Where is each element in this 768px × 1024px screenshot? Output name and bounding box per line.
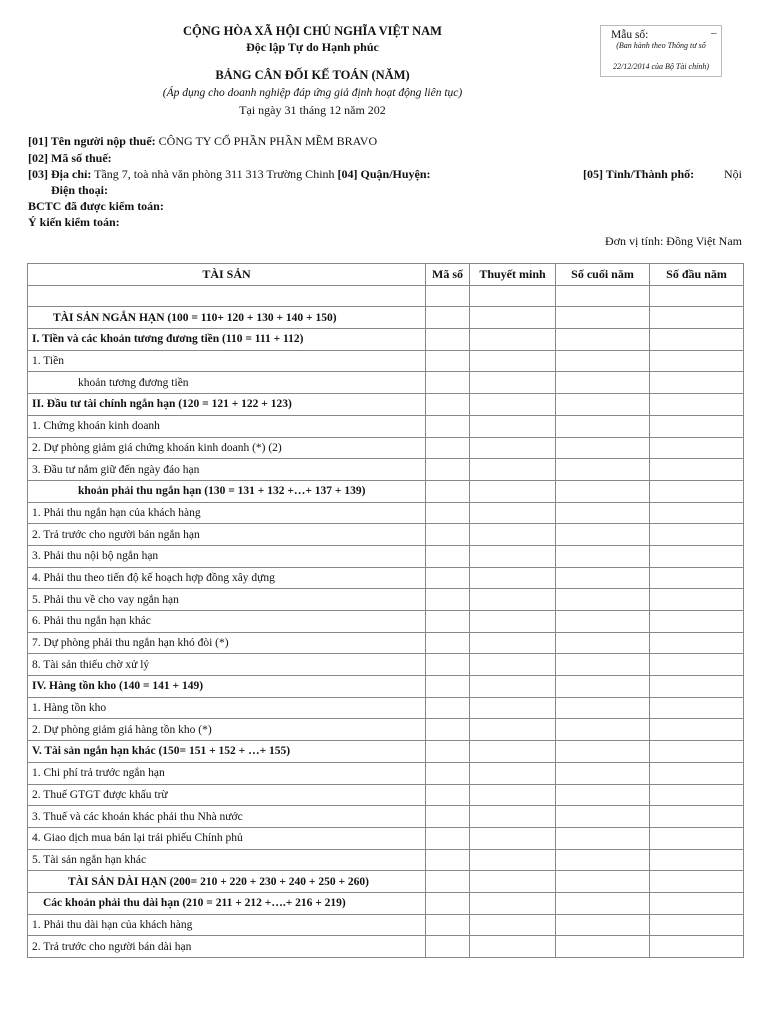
row-label: khoản phải thu ngắn hạn (130 = 131 + 132 +…+ 137 + 139)	[28, 480, 426, 502]
audited-label: BCTC đã được kiểm toán:	[28, 199, 164, 213]
cell-notes	[470, 307, 556, 329]
address-label: [03] Địa chỉ:	[28, 167, 92, 181]
table-row	[28, 871, 744, 893]
cell-code	[426, 394, 470, 416]
cell-code	[426, 676, 470, 698]
cell-start-of-year	[650, 827, 744, 849]
cell-code	[426, 524, 470, 546]
taxcode-label: [02] Mã số thuế:	[28, 151, 112, 165]
cell-end-of-year	[556, 589, 650, 611]
cell-code	[426, 567, 470, 589]
header-notes: Thuyết minh	[470, 264, 556, 286]
audit-opinion-line	[28, 215, 120, 230]
cell-notes	[470, 372, 556, 394]
table-row	[28, 849, 744, 871]
report-date: Tại ngày 31 tháng 12 năm 202	[239, 103, 386, 117]
phone-label: Điện thoại:	[51, 183, 108, 197]
table-row	[28, 567, 744, 589]
cell-start-of-year	[650, 914, 744, 936]
table-row	[28, 415, 744, 437]
cell-end-of-year	[556, 329, 650, 351]
table-row	[28, 524, 744, 546]
cell-end-of-year	[556, 307, 650, 329]
audit-opinion-label: Ý kiến kiểm toán:	[28, 215, 120, 229]
cell-code	[426, 632, 470, 654]
row-label: IV. Hàng tồn kho (140 = 141 + 149)	[28, 676, 426, 698]
cell-notes	[470, 784, 556, 806]
cell-end-of-year	[556, 285, 650, 307]
cell-end-of-year	[556, 350, 650, 372]
row-label: TÀI SẢN NGẮN HẠN (100 = 110+ 120 + 130 + 140 + 150)	[28, 307, 426, 329]
currency-unit: Đơn vị tính: Đồng Việt Nam	[604, 234, 742, 248]
cell-notes	[470, 827, 556, 849]
cell-notes	[470, 480, 556, 502]
cell-start-of-year	[650, 871, 744, 893]
table-body	[28, 285, 744, 957]
row-label	[28, 285, 426, 307]
cell-notes	[470, 415, 556, 437]
cell-start-of-year	[650, 415, 744, 437]
cell-end-of-year	[556, 914, 650, 936]
cell-notes	[470, 892, 556, 914]
table-row	[28, 307, 744, 329]
table-row	[28, 914, 744, 936]
cell-start-of-year	[650, 611, 744, 633]
cell-end-of-year	[556, 936, 650, 958]
cell-end-of-year	[556, 806, 650, 828]
table-row	[28, 936, 744, 958]
cell-start-of-year	[650, 589, 744, 611]
cell-notes	[470, 285, 556, 307]
header-start-of-year: Số đầu năm	[650, 264, 744, 286]
cell-end-of-year	[556, 372, 650, 394]
cell-start-of-year	[650, 285, 744, 307]
cell-notes	[470, 329, 556, 351]
table-row	[28, 437, 744, 459]
row-label: 1. Hàng tồn kho	[28, 697, 426, 719]
cell-notes	[470, 762, 556, 784]
taxpayer-line	[28, 134, 377, 149]
cell-code	[426, 914, 470, 936]
table-row	[28, 329, 744, 351]
cell-code	[426, 611, 470, 633]
form-number-value: –	[711, 27, 717, 39]
cell-notes	[470, 632, 556, 654]
cell-end-of-year	[556, 459, 650, 481]
table-row	[28, 719, 744, 741]
cell-end-of-year	[556, 762, 650, 784]
cell-start-of-year	[650, 632, 744, 654]
cell-code	[426, 459, 470, 481]
table-row	[28, 350, 744, 372]
row-label: 2. Trả trước cho người bán ngắn hạn	[28, 524, 426, 546]
cell-notes	[470, 459, 556, 481]
audited-line	[28, 199, 164, 214]
row-label: 1. Chi phí trả trước ngắn hạn	[28, 762, 426, 784]
table-row	[28, 676, 744, 698]
form-note-line2: 22/12/2014 của Bộ Tài chính)	[613, 62, 709, 71]
table-row	[28, 372, 744, 394]
taxpayer-value: CÔNG TY CỔ PHẦN PHẦN MỀM BRAVO	[158, 134, 378, 148]
cell-notes	[470, 654, 556, 676]
header-end-of-year: Số cuối năm	[556, 264, 650, 286]
cell-end-of-year	[556, 545, 650, 567]
address-line	[28, 167, 431, 182]
cell-notes	[470, 914, 556, 936]
row-label: 2. Trả trước cho người bán dài hạn	[28, 936, 426, 958]
row-label: 2. Dự phòng giảm giá chứng khoán kinh doanh (*) (2)	[28, 437, 426, 459]
cell-code	[426, 502, 470, 524]
row-label: 6. Phải thu ngắn hạn khác	[28, 611, 426, 633]
cell-code	[426, 741, 470, 763]
cell-notes	[470, 871, 556, 893]
cell-start-of-year	[650, 567, 744, 589]
cell-end-of-year	[556, 611, 650, 633]
table-row	[28, 762, 744, 784]
header-assets: TÀI SẢN	[28, 264, 426, 286]
cell-notes	[470, 849, 556, 871]
cell-code	[426, 285, 470, 307]
cell-start-of-year	[650, 676, 744, 698]
cell-code	[426, 849, 470, 871]
cell-code	[426, 719, 470, 741]
cell-end-of-year	[556, 676, 650, 698]
cell-start-of-year	[650, 459, 744, 481]
table-row	[28, 697, 744, 719]
balance-sheet-table	[27, 263, 744, 958]
cell-start-of-year	[650, 480, 744, 502]
table-row	[28, 285, 744, 307]
cell-code	[426, 892, 470, 914]
form-number-label: Mẫu số:	[611, 29, 649, 41]
row-label: 1. Tiền	[28, 350, 426, 372]
table-row	[28, 806, 744, 828]
cell-start-of-year	[650, 372, 744, 394]
cell-code	[426, 437, 470, 459]
cell-start-of-year	[650, 762, 744, 784]
cell-notes	[470, 719, 556, 741]
table-row	[28, 654, 744, 676]
row-label: I. Tiền và các khoản tương đương tiền (110 = 111 + 112)	[28, 329, 426, 351]
cell-code	[426, 350, 470, 372]
cell-code	[426, 415, 470, 437]
cell-start-of-year	[650, 307, 744, 329]
cell-start-of-year	[650, 719, 744, 741]
cell-notes	[470, 545, 556, 567]
cell-code	[426, 936, 470, 958]
table-row	[28, 611, 744, 633]
cell-notes	[470, 589, 556, 611]
cell-code	[426, 827, 470, 849]
address-value: Tầng 7, toà nhà văn phòng 311 313 Trường Chinh	[94, 167, 335, 181]
row-label: 1. Chứng khoán kinh doanh	[28, 415, 426, 437]
row-label: 2. Thuế GTGT được khấu trừ	[28, 784, 426, 806]
cell-notes	[470, 936, 556, 958]
row-label: 3. Thuế và các khoản khác phải thu Nhà nước	[28, 806, 426, 828]
district-label: [04] Quận/Huyện:	[337, 167, 431, 181]
cell-start-of-year	[650, 329, 744, 351]
cell-notes	[470, 524, 556, 546]
table-row	[28, 589, 744, 611]
row-label: Các khoản phải thu dài hạn (210 = 211 + 212 +….+ 216 + 219)	[28, 892, 426, 914]
header-code: Mã số	[426, 264, 470, 286]
cell-end-of-year	[556, 697, 650, 719]
table-header-row	[28, 264, 744, 286]
cell-end-of-year	[556, 892, 650, 914]
taxcode-line	[28, 151, 112, 166]
cell-end-of-year	[556, 415, 650, 437]
cell-code	[426, 762, 470, 784]
table-row	[28, 502, 744, 524]
cell-end-of-year	[556, 827, 650, 849]
cell-code	[426, 697, 470, 719]
table-row	[28, 892, 744, 914]
cell-code	[426, 806, 470, 828]
row-label: 3. Phải thu nội bộ ngắn hạn	[28, 545, 426, 567]
row-label: V. Tài sản ngắn hạn khác (150= 151 + 152 + …+ 155)	[28, 741, 426, 763]
row-label: 5. Tài sản ngắn hạn khác	[28, 849, 426, 871]
document-subtitle: (Áp dụng cho doanh nghiệp đáp ứng giả định hoạt động liên tục)	[162, 87, 463, 99]
cell-end-of-year	[556, 480, 650, 502]
phone-line	[51, 183, 108, 198]
row-label: TÀI SẢN DÀI HẠN (200= 210 + 220 + 230 + 240 + 250 + 260)	[28, 871, 426, 893]
cell-start-of-year	[650, 545, 744, 567]
cell-end-of-year	[556, 567, 650, 589]
cell-end-of-year	[556, 784, 650, 806]
row-label: 3. Đầu tư nắm giữ đến ngày đáo hạn	[28, 459, 426, 481]
cell-notes	[470, 567, 556, 589]
table-row	[28, 480, 744, 502]
cell-code	[426, 784, 470, 806]
row-label: 5. Phải thu về cho vay ngắn hạn	[28, 589, 426, 611]
cell-notes	[470, 437, 556, 459]
cell-code	[426, 372, 470, 394]
document-title: BẢNG CÂN ĐỐI KẾ TOÁN (NĂM)	[215, 68, 410, 82]
cell-notes	[470, 502, 556, 524]
cell-notes	[470, 350, 556, 372]
cell-end-of-year	[556, 394, 650, 416]
cell-start-of-year	[650, 697, 744, 719]
cell-start-of-year	[650, 654, 744, 676]
province-value: Nội	[724, 167, 742, 181]
cell-start-of-year	[650, 437, 744, 459]
row-label: II. Đầu tư tài chính ngắn hạn (120 = 121 + 122 + 123)	[28, 394, 426, 416]
cell-end-of-year	[556, 871, 650, 893]
form-note-line1: (Ban hành theo Thông tư số	[616, 41, 706, 50]
table-row	[28, 784, 744, 806]
cell-notes	[470, 697, 556, 719]
cell-notes	[470, 806, 556, 828]
cell-start-of-year	[650, 502, 744, 524]
table-row	[28, 741, 744, 763]
row-label: 2. Dự phòng giảm giá hàng tồn kho (*)	[28, 719, 426, 741]
cell-end-of-year	[556, 654, 650, 676]
province-line	[583, 167, 694, 182]
cell-code	[426, 545, 470, 567]
cell-code	[426, 329, 470, 351]
form-number-box	[600, 25, 722, 77]
cell-code	[426, 480, 470, 502]
cell-end-of-year	[556, 502, 650, 524]
cell-start-of-year	[650, 892, 744, 914]
cell-code	[426, 871, 470, 893]
table-row	[28, 459, 744, 481]
table-row	[28, 827, 744, 849]
taxpayer-label: [01] Tên người nộp thuế:	[28, 134, 156, 148]
cell-start-of-year	[650, 350, 744, 372]
cell-start-of-year	[650, 394, 744, 416]
table-row	[28, 394, 744, 416]
row-label: 4. Giao dịch mua bán lại trái phiếu Chính phủ	[28, 827, 426, 849]
cell-end-of-year	[556, 849, 650, 871]
cell-notes	[470, 611, 556, 633]
cell-start-of-year	[650, 524, 744, 546]
cell-end-of-year	[556, 719, 650, 741]
cell-notes	[470, 741, 556, 763]
row-label: 8. Tài sản thiếu chờ xử lý	[28, 654, 426, 676]
province-label: [05] Tỉnh/Thành phố:	[583, 167, 695, 181]
motto-heading: Độc lập Tự do Hạnh phúc	[246, 40, 379, 54]
table-row	[28, 545, 744, 567]
cell-start-of-year	[650, 849, 744, 871]
row-label: 1. Phải thu dài hạn của khách hàng	[28, 914, 426, 936]
cell-end-of-year	[556, 632, 650, 654]
table-row	[28, 632, 744, 654]
cell-end-of-year	[556, 524, 650, 546]
cell-code	[426, 654, 470, 676]
row-label: 1. Phải thu ngắn hạn của khách hàng	[28, 502, 426, 524]
cell-end-of-year	[556, 437, 650, 459]
row-label: 7. Dự phòng phải thu ngắn hạn khó đòi (*)	[28, 632, 426, 654]
cell-notes	[470, 676, 556, 698]
country-heading: CỘNG HÒA XÃ HỘI CHỦ NGHĨA VIỆT NAM	[183, 24, 442, 38]
cell-code	[426, 307, 470, 329]
row-label: khoản tương đương tiền	[28, 372, 426, 394]
cell-start-of-year	[650, 741, 744, 763]
cell-notes	[470, 394, 556, 416]
cell-start-of-year	[650, 936, 744, 958]
row-label: 4. Phải thu theo tiến độ kế hoạch hợp đồng xây dựng	[28, 567, 426, 589]
cell-end-of-year	[556, 741, 650, 763]
cell-start-of-year	[650, 784, 744, 806]
cell-start-of-year	[650, 806, 744, 828]
cell-code	[426, 589, 470, 611]
